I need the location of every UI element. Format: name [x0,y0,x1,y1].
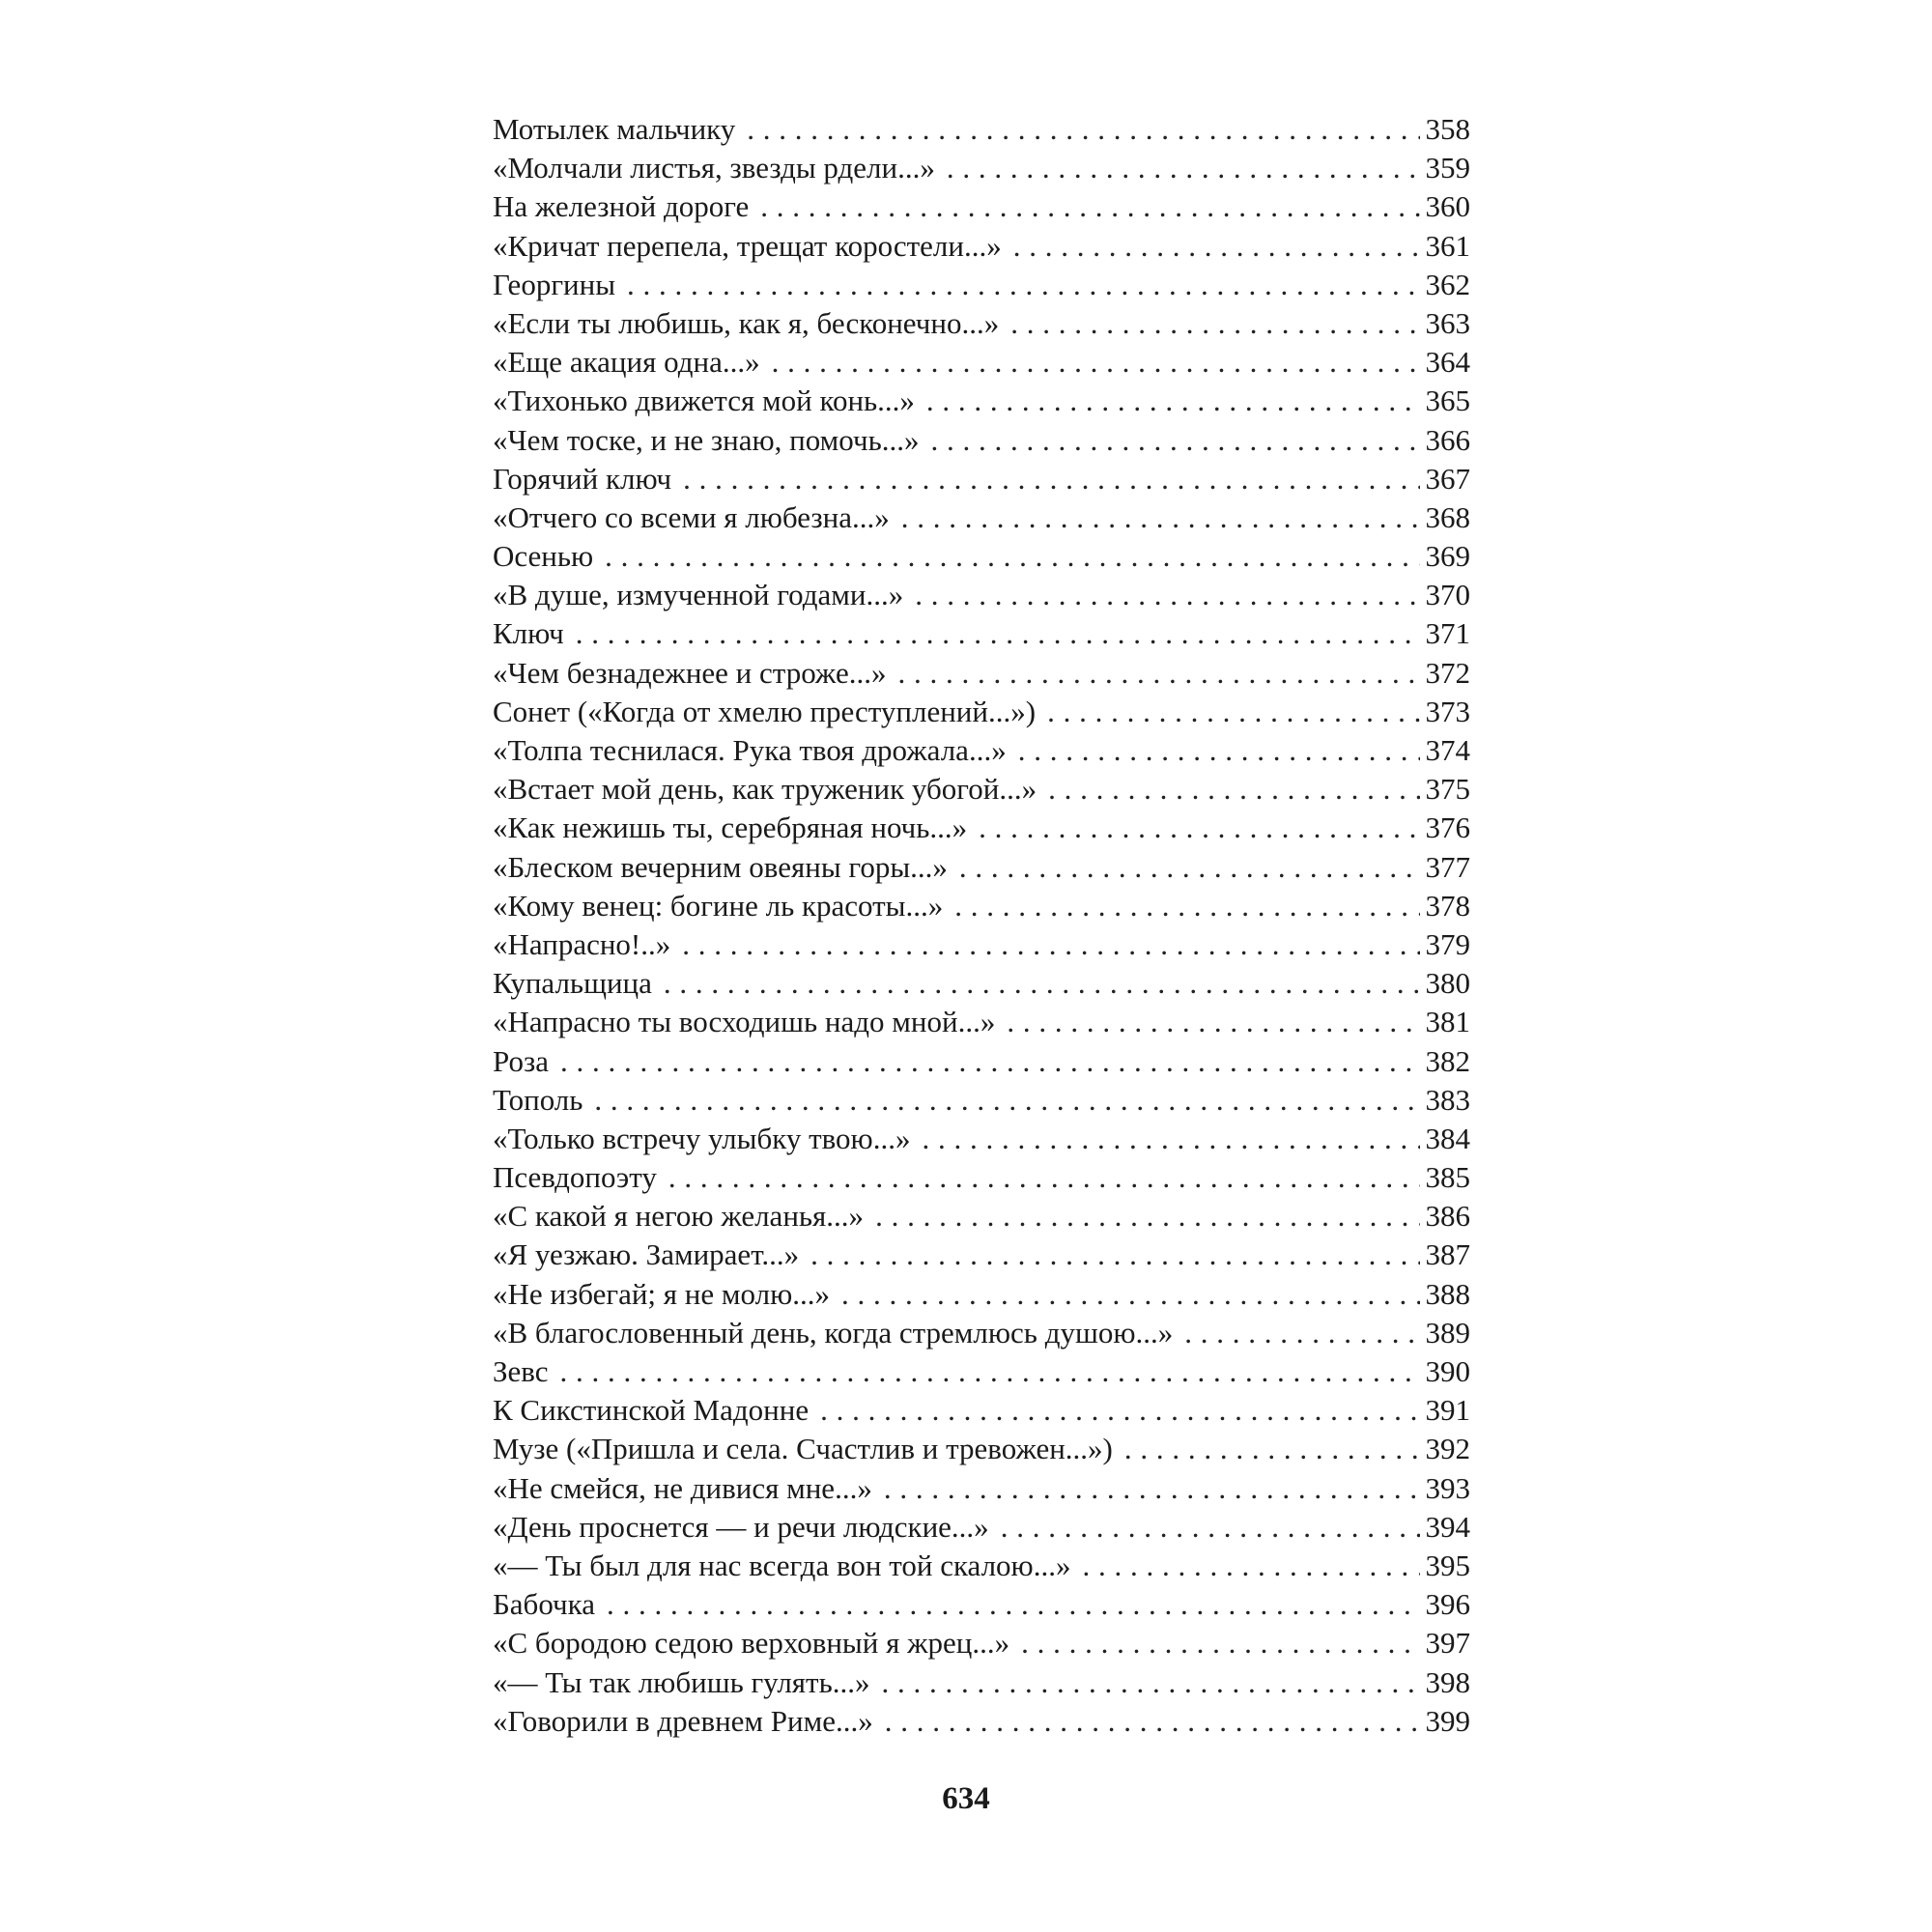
toc-entry [493,1158,1470,1197]
toc-entry-title: «Толпа теснилася. Рука твоя дрожала...» [493,733,1007,767]
toc-entry [493,1314,1470,1352]
toc-entry-page-number: 395 [1425,1548,1470,1582]
toc-entry-title: «С какой я негою желанья...» [493,1199,865,1234]
toc-entry-page-number: 374 [1425,733,1470,767]
toc-entry-page-number: 360 [1425,189,1470,224]
toc-entry-page-number: 399 [1425,1703,1470,1738]
toc-entry-title: Псевдопоэту [493,1160,657,1195]
dot-leader [1082,1547,1419,1585]
toc-entry-page-number: 376 [1425,810,1470,845]
toc-entry [493,1197,1470,1236]
toc-entry [493,887,1470,925]
toc-entry [493,1624,1470,1662]
toc-entry-title: Мотылек мальчику [493,112,736,146]
dot-leader [607,1585,1420,1624]
dot-leader [922,1120,1419,1158]
toc-entry-title: «Чем безнадежнее и строже...» [493,655,887,690]
toc-entry-title: Георгины [493,267,616,301]
toc-entry-title: «Напрасно ты восходишь надо мной...» [493,1005,996,1039]
toc-entry-title: «— Ты был для нас всегда вон той скалою...» [493,1548,1071,1582]
toc-entry-page-number: 368 [1425,499,1470,534]
toc-entry-page-number: 358 [1425,112,1470,146]
toc-entry-page-number: 382 [1425,1043,1470,1078]
toc-entry-title: «Как нежишь ты, серебряная ночь...» [493,810,968,845]
toc-entry-page-number: 364 [1425,345,1470,380]
toc-entry-page-number: 367 [1425,461,1470,496]
toc-entry-page-number: 363 [1425,305,1470,340]
toc-entry-title: «Не избегай; я не молю...» [493,1276,830,1311]
toc-entry-page-number: 383 [1425,1082,1470,1117]
toc-entry-title: «С бородою седою верховный я жрец...» [493,1626,1010,1661]
toc-entry-title: Сонет («Когда от хмелю преступлений...») [493,694,1037,728]
dot-leader [979,809,1419,847]
dot-leader [1124,1430,1420,1468]
toc-entry [493,1081,1470,1120]
toc-entry-page-number: 380 [1425,966,1470,1001]
dot-leader [881,1663,1419,1702]
toc-entry-page-number: 387 [1425,1237,1470,1272]
toc-entry-page-number: 386 [1425,1199,1470,1234]
dot-leader [1021,1624,1419,1662]
toc-entry [493,1352,1470,1391]
toc-entry-page-number: 371 [1425,616,1470,651]
dot-leader [1001,1508,1420,1547]
dot-leader [668,1158,1420,1197]
toc-entry-title: «День проснется — и речи людские...» [493,1509,989,1544]
dot-leader [820,1391,1419,1430]
toc-entry [493,266,1470,304]
toc-entry [493,382,1470,420]
toc-entry [493,809,1470,847]
toc-entry-title: «Чем тоске, и не знаю, помочь...» [493,422,920,457]
dot-leader [1184,1314,1419,1352]
toc-entry [493,1547,1470,1585]
table-of-contents [493,110,1470,1741]
dot-leader [930,421,1419,460]
toc-entry [493,304,1470,343]
toc-entry-title: «— Ты так любишь гулять...» [493,1664,870,1699]
toc-entry-page-number: 365 [1425,384,1470,418]
toc-entry-page-number: 370 [1425,578,1470,612]
toc-entry [493,1120,1470,1158]
dot-leader [760,187,1419,226]
toc-entry-page-number: 377 [1425,849,1470,884]
toc-entry-title: Тополь [493,1082,583,1117]
toc-entry-page-number: 390 [1425,1354,1470,1388]
dot-leader [901,498,1420,537]
dot-leader [1047,693,1419,731]
toc-entry-title: «Отчего со всеми я любезна...» [493,499,890,534]
toc-entry [493,693,1470,731]
toc-entry-title: «Кричат перепела, трещат коростели...» [493,228,1002,263]
toc-entry-page-number: 396 [1425,1587,1470,1622]
toc-entry-title: «В душе, измученной годами...» [493,578,904,612]
toc-entry-title: «Только встречу улыбку твою...» [493,1121,911,1155]
toc-entry [493,187,1470,226]
toc-entry-page-number: 378 [1425,888,1470,923]
toc-entry-page-number: 397 [1425,1626,1470,1661]
toc-entry-page-number: 391 [1425,1393,1470,1428]
toc-entry-title: На железной дороге [493,189,750,224]
page-number: 634 [942,1781,990,1816]
toc-entry-page-number: 389 [1425,1315,1470,1350]
dot-leader [1007,1003,1419,1041]
dot-leader [954,887,1419,925]
toc-entry-page-number: 362 [1425,267,1470,301]
toc-entry [493,576,1470,614]
toc-entry [493,460,1470,498]
dot-leader [682,925,1419,964]
dot-leader [772,343,1420,382]
dot-leader [664,964,1420,1003]
toc-entry-title: Роза [493,1043,549,1078]
toc-entry-title: «Встает мой день, как труженик убогой...» [493,772,1037,807]
dot-leader [885,1702,1420,1741]
dot-leader [841,1275,1420,1314]
dot-leader [810,1236,1419,1274]
toc-entry-title: Бабочка [493,1587,595,1622]
toc-entry [493,110,1470,149]
toc-entry [493,537,1470,576]
toc-entry-title: «Не смейся, не дивися мне...» [493,1470,872,1505]
toc-entry [493,421,1470,460]
toc-entry [493,964,1470,1003]
toc-entry-page-number: 366 [1425,422,1470,457]
dot-leader [1013,227,1420,266]
toc-entry-page-number: 385 [1425,1160,1470,1195]
toc-entry [493,1508,1470,1547]
dot-leader [875,1197,1419,1236]
dot-leader [627,266,1419,304]
toc-entry-title: Осенью [493,539,594,574]
dot-leader [576,614,1420,653]
toc-entry [493,343,1470,382]
dot-leader [1018,731,1420,770]
toc-entry [493,925,1470,964]
toc-entry [493,1469,1470,1508]
toc-entry [493,1391,1470,1430]
toc-entry [493,770,1470,809]
dot-leader [884,1469,1420,1508]
toc-entry-title: Ключ [493,616,564,651]
toc-entry [493,731,1470,770]
toc-entry-page-number: 394 [1425,1509,1470,1544]
toc-entry-page-number: 384 [1425,1121,1470,1155]
toc-entry [493,149,1470,187]
dot-leader [947,149,1420,187]
toc-entry-page-number: 393 [1425,1470,1470,1505]
toc-entry-title: Зевс [493,1354,549,1388]
dot-leader [1048,770,1419,809]
toc-entry [493,1236,1470,1274]
toc-entry-title: Купальщица [493,966,652,1001]
dot-leader [605,537,1419,576]
toc-entry [493,614,1470,653]
toc-entry-page-number: 375 [1425,772,1470,807]
toc-entry [493,1702,1470,1741]
toc-entry [493,1003,1470,1041]
toc-entry-page-number: 392 [1425,1432,1470,1466]
toc-entry [493,1042,1470,1081]
dot-leader [683,460,1419,498]
dot-leader [560,1042,1420,1081]
toc-entry [493,1663,1470,1702]
toc-entry-title: «Еще акация одна...» [493,345,760,380]
toc-entry-page-number: 369 [1425,539,1470,574]
toc-entry-title: «Напрасно!..» [493,926,671,961]
toc-entry-page-number: 359 [1425,151,1470,185]
dot-leader [915,576,1419,614]
dot-leader [1010,304,1419,343]
toc-entry [493,1585,1470,1624]
toc-entry-title: К Сикстинской Мадонне [493,1393,810,1428]
toc-entry-title: «Тихонько движется мой конь...» [493,384,915,418]
toc-entry-title: Горячий ключ [493,461,672,496]
dot-leader [560,1352,1420,1391]
dot-leader [897,654,1419,693]
toc-entry-page-number: 381 [1425,1005,1470,1039]
toc-entry-page-number: 373 [1425,694,1470,728]
toc-entry-title: Музе («Пришла и села. Счастлив и тревожен...») [493,1432,1113,1466]
toc-entry-title: «Кому венец: богине ль красоты...» [493,888,944,923]
toc-entry-page-number: 398 [1425,1664,1470,1699]
dot-leader [926,382,1420,420]
toc-entry [493,227,1470,266]
toc-entry-title: «Если ты любишь, как я, бесконечно...» [493,305,1000,340]
toc-entry-page-number: 361 [1425,228,1470,263]
toc-entry-title: «Молчали листья, звезды рдели...» [493,151,935,185]
dot-leader [594,1081,1419,1120]
toc-entry [493,848,1470,887]
toc-entry [493,498,1470,537]
toc-entry [493,1430,1470,1468]
toc-entry-page-number: 372 [1425,655,1470,690]
toc-entry [493,1275,1470,1314]
toc-entry [493,654,1470,693]
toc-entry-title: «Блеском вечерним овеяны горы...» [493,849,948,884]
toc-entry-title: «Я уезжаю. Замирает...» [493,1237,800,1272]
toc-entry-title: «Говорили в древнем Риме...» [493,1703,873,1738]
dot-leader [747,110,1419,149]
toc-entry-title: «В благословенный день, когда стремлюсь душою...» [493,1315,1174,1350]
toc-entry-page-number: 379 [1425,926,1470,961]
dot-leader [959,848,1420,887]
toc-entry-page-number: 388 [1425,1276,1470,1311]
